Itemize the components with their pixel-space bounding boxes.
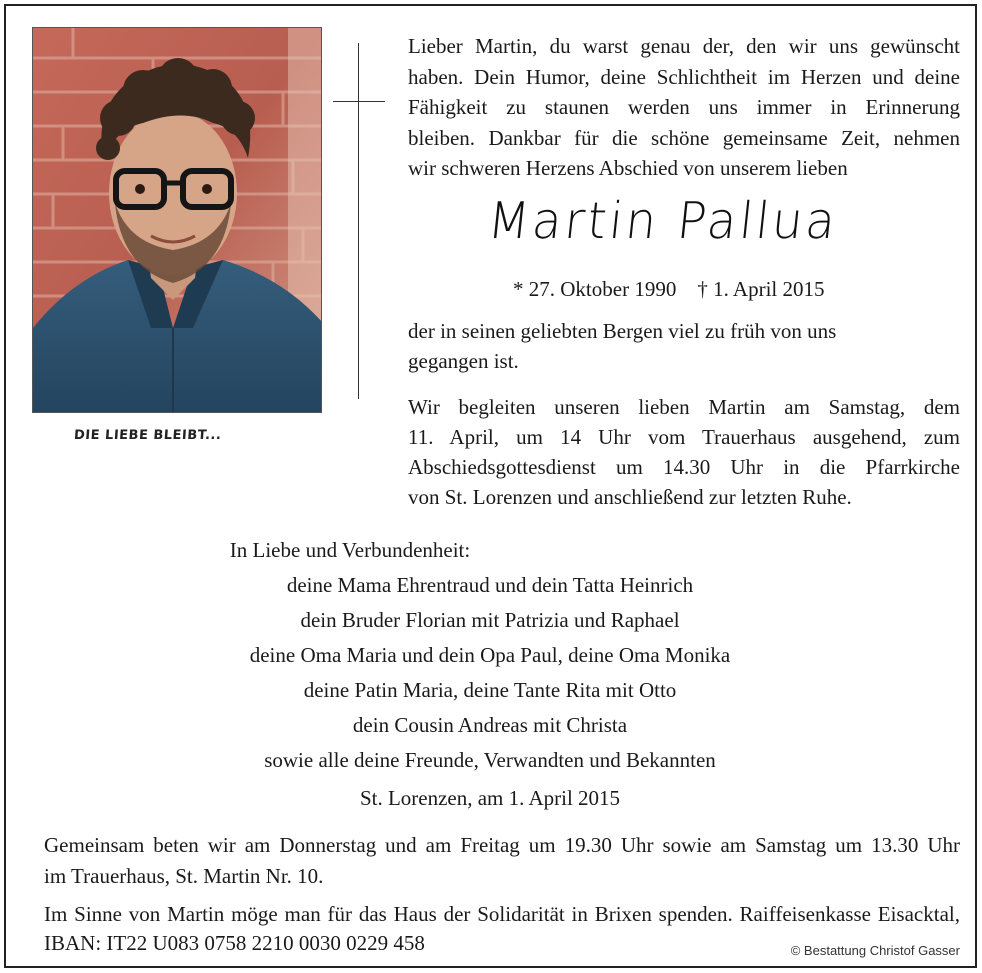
- funeral-line: von St. Lorenzen und anschließend zur letzten Ruhe.: [408, 485, 852, 509]
- passing-line: gegangen ist.: [408, 349, 519, 373]
- iban-line: IBAN: IT22 U083 0758 2210 0030 0229 458: [44, 931, 425, 955]
- prayer-line: im Trauerhaus, St. Martin Nr. 10.: [44, 864, 324, 888]
- portrait-photo: [32, 27, 322, 413]
- funeral-line: Abschiedsgottesdienst um 14.30 Uhr in die Pfarrkirche: [408, 455, 960, 479]
- intro-line: bleiben. Dankbar für die schöne gemeinsame Zeit, nehmen: [408, 125, 960, 150]
- mourners-list: [160, 533, 820, 778]
- mourners-heading: In Liebe und Verbundenheit:: [229, 538, 471, 562]
- prayer-notice: [44, 830, 960, 892]
- mourner-line: sowie alle deine Freunde, Verwandten und Bekannten: [264, 748, 716, 772]
- prayer-line: Gemeinsam beten wir am Donnerstag und am Freitag um 19.30 Uhr sowie am Samstag um 13.30 Uhr: [44, 833, 960, 857]
- mourner-line: deine Mama Ehrentraud und dein Tatta Heinrich: [286, 573, 694, 597]
- place-and-date: St. Lorenzen, am 1. April 2015: [359, 786, 621, 810]
- funeral-home-credit: © Bestattung Christof Gasser: [790, 943, 960, 958]
- intro-line: haben. Dein Humor, deine Schlichtheit im Herzen und deine: [408, 64, 960, 89]
- life-dates: [513, 277, 873, 302]
- intro-paragraph: [408, 31, 960, 184]
- mourner-line: dein Cousin Andreas mit Christa: [352, 713, 628, 737]
- donation-line: Im Sinne von Martin möge man für das Haus der Solidarität in Brixen spenden. Raiffeisenkasse Eisacktal,: [44, 902, 960, 926]
- passing-paragraph: [408, 316, 960, 376]
- mourner-line: deine Oma Maria und dein Opa Paul, deine Oma Monika: [249, 643, 731, 667]
- birth-date: * 27. Oktober 1990: [513, 277, 677, 301]
- cross-symbol-vertical: [358, 43, 359, 399]
- death-date: † 1. April 2015: [697, 277, 825, 301]
- funeral-paragraph: [408, 392, 960, 512]
- passing-line: der in seinen geliebten Bergen viel zu früh von uns: [408, 319, 837, 343]
- motto-handwriting: DIE LIEBE BLEIBT...: [73, 428, 222, 443]
- mourner-line: dein Bruder Florian mit Patrizia und Raphael: [300, 608, 680, 632]
- deceased-name-signature: Martin Pallua: [484, 191, 842, 251]
- cross-symbol-horizontal: [333, 101, 385, 102]
- intro-line: Fähigkeit zu staunen werden uns immer in Erinnerung: [408, 95, 960, 119]
- intro-line: wir schweren Herzens Abschied von unserem lieben: [408, 156, 848, 180]
- intro-line: Lieber Martin, du warst genau der, den wir uns gewünscht: [408, 34, 960, 58]
- funeral-line: Wir begleiten unseren lieben Martin am Samstag, dem: [408, 395, 960, 419]
- funeral-line: 11. April, um 14 Uhr vom Trauerhaus ausgehend, zum: [408, 425, 960, 449]
- mourner-line: deine Patin Maria, deine Tante Rita mit Otto: [303, 678, 677, 702]
